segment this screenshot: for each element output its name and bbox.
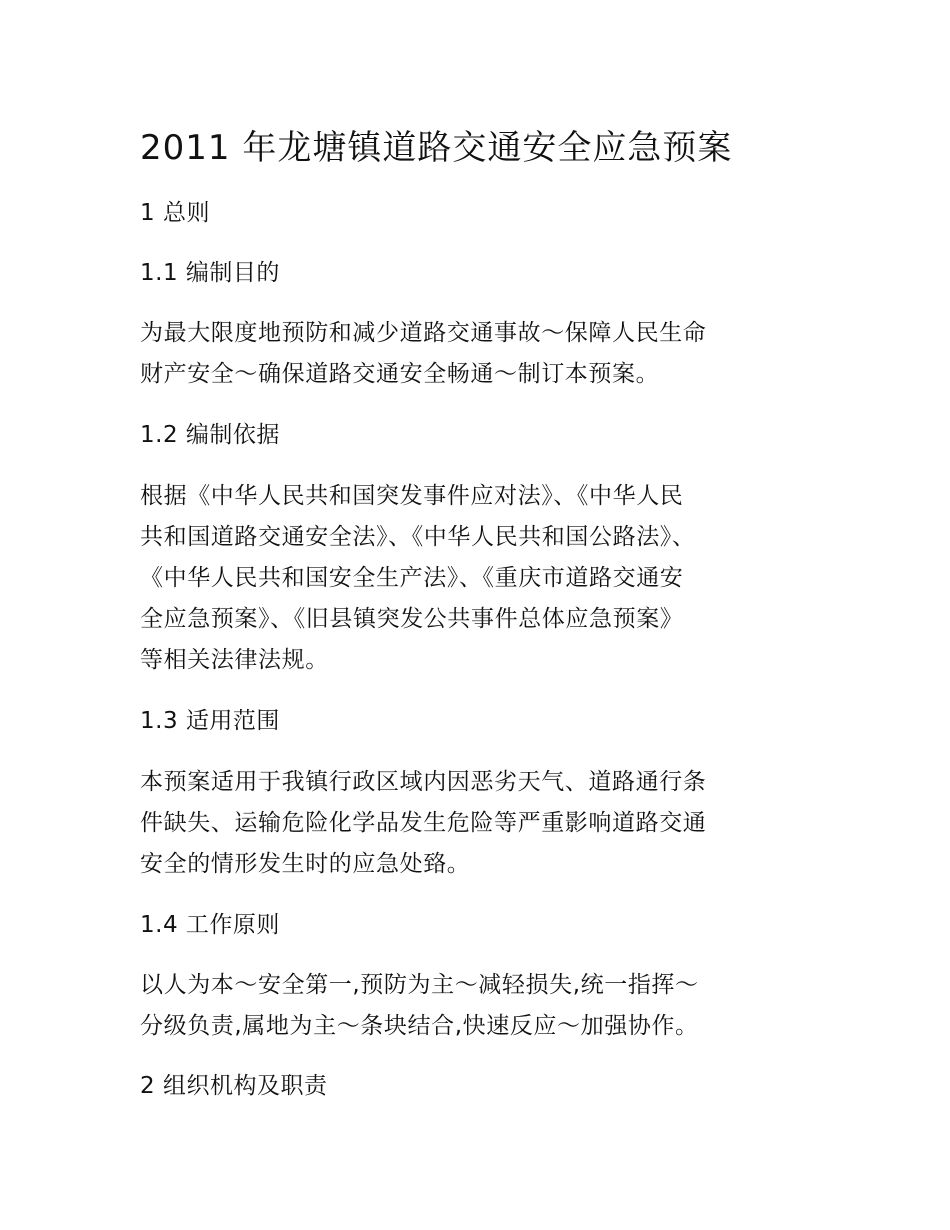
paragraph-basis: 根据《中华人民共和国突发事件应对法》、《中华人民 共和国道路交通安全法》、《中华人民共和国公路法》、 《中华人民共和国安全生产法》、《重庆市道路交通安 全应急预案》、《旧县镇突发公共事件总体应急预案》 等相关法律法规。	[140, 483, 696, 673]
document-title: 2011 年龙塘镇道路交通安全应急预案	[140, 128, 733, 168]
paragraph-purpose: 为最大限度地预防和减少道路交通事故～保障人民生命 财产安全～确保道路交通安全畅通～制订本预案。	[140, 320, 707, 387]
section-heading-1-2: 1.2 编制依据	[140, 422, 280, 448]
section-heading-1: 1 总则	[140, 200, 210, 226]
section-heading-1-3: 1.3 适用范围	[140, 708, 280, 734]
section-heading-2: 2 组织机构及职责	[140, 1073, 328, 1099]
section-heading-1-4: 1.4 工作原则	[140, 912, 280, 938]
paragraph-scope: 本预案适用于我镇行政区域内因恶劣天气、道路通行条 件缺失、运输危险化学品发生危险等严重影响道路交通 安全的情形发生时的应急处臵。	[140, 769, 707, 877]
paragraph-principles: 以人为本～安全第一,预防为主～减轻损失,统一指挥～ 分级负责,属地为主～条块结合,快速反应～加强协作。	[140, 972, 699, 1039]
section-heading-1-1: 1.1 编制目的	[140, 260, 280, 286]
